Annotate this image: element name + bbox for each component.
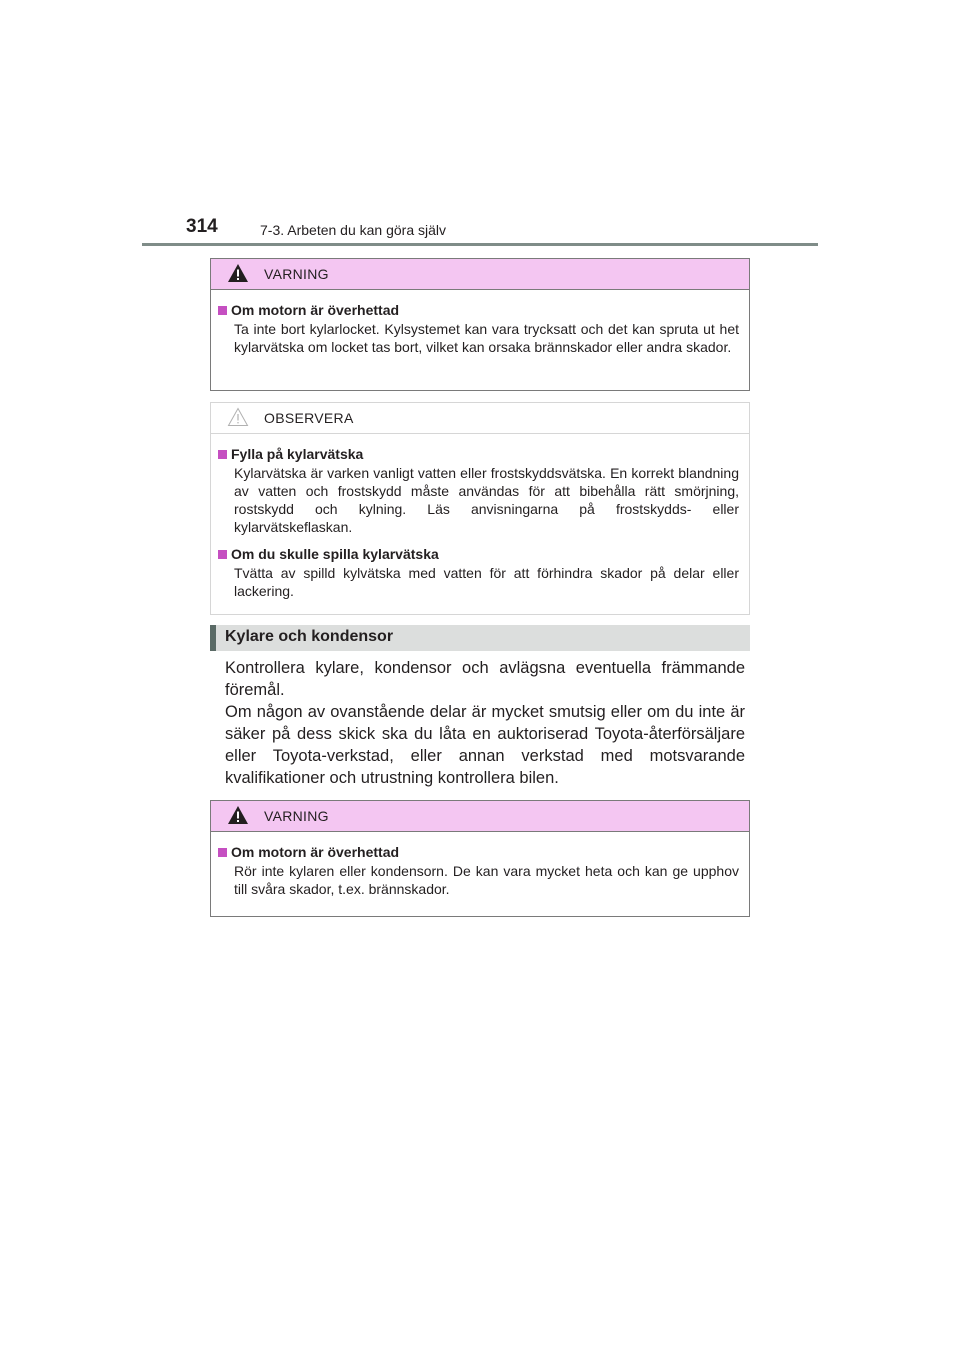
notice-label: OBSERVERA: [264, 410, 354, 426]
section-heading: [210, 625, 750, 651]
item-title: Om motorn är överhettad: [231, 302, 400, 318]
notice-box: [210, 402, 750, 615]
warning-box: [210, 800, 750, 917]
warning-item: [216, 842, 739, 898]
notice-item: [216, 444, 739, 536]
warning-triangle-icon: [227, 263, 249, 283]
warning-label: VARNING: [264, 808, 329, 824]
bullet-square-icon: [218, 550, 227, 559]
item-title: Om motorn är överhettad: [231, 844, 400, 860]
notice-header: [211, 403, 749, 434]
warning-header: [211, 801, 749, 832]
bullet-square-icon: [218, 450, 227, 459]
header-rule: [142, 243, 818, 246]
caution-triangle-icon: [227, 407, 249, 427]
heading-accent-bar: [210, 625, 216, 651]
page-header: [186, 216, 826, 244]
item-text: Kylarvätska är varken vanligt vatten eller frostskyddsvätska. En korrekt blandning av vatten och frostskydd måste användas för att bibehålla rätt smörjning, rostskydd och kylning. Läs anvisningarna på frostskydds- eller kylarvätskeflaskan.: [234, 465, 739, 535]
item-text: Rör inte kylaren eller kondensorn. De kan vara mycket heta och kan ge upphov till svåra skador, t.ex. brännskador.: [234, 863, 739, 897]
item-title: Om du skulle spilla kylarvätska: [231, 546, 439, 562]
warning-triangle-icon: [227, 805, 249, 825]
notice-item: [216, 544, 739, 600]
warning-item: [216, 300, 739, 356]
bullet-square-icon: [218, 306, 227, 315]
item-text: Ta inte bort kylarlocket. Kylsystemet kan vara trycksatt och det kan spruta ut het kylarvätska om locket tas bort, vilket kan orsaka brännskador eller andra skador.: [234, 321, 739, 355]
body-paragraph: Kontrollera kylare, kondensor och avlägsna eventuella främmande föremål.: [225, 659, 745, 699]
item-text: Tvätta av spilld kylvätska med vatten för att förhindra skador på delar eller lackering.: [234, 565, 739, 599]
bullet-square-icon: [218, 848, 227, 857]
body-paragraph: Om någon av ovanstående delar är mycket smutsig eller om du inte är säker på dess skick ska du låta en auktoriserad Toyota-återförsäljare eller Toyota-verkstad, eller annan verkstad med motsvarande kvalifikationer och utrustning kontrollera bilen.: [225, 703, 745, 787]
section-heading-text: Kylare och kondensor: [225, 628, 394, 645]
warning-box: [210, 258, 750, 391]
warning-label: VARNING: [264, 266, 329, 282]
item-title: Fylla på kylarvätska: [231, 446, 364, 462]
page-number: 314: [186, 216, 218, 237]
running-section-title: 7-3. Arbeten du kan göra själv: [260, 222, 447, 238]
warning-header: [211, 259, 749, 290]
section-body: [225, 657, 745, 789]
